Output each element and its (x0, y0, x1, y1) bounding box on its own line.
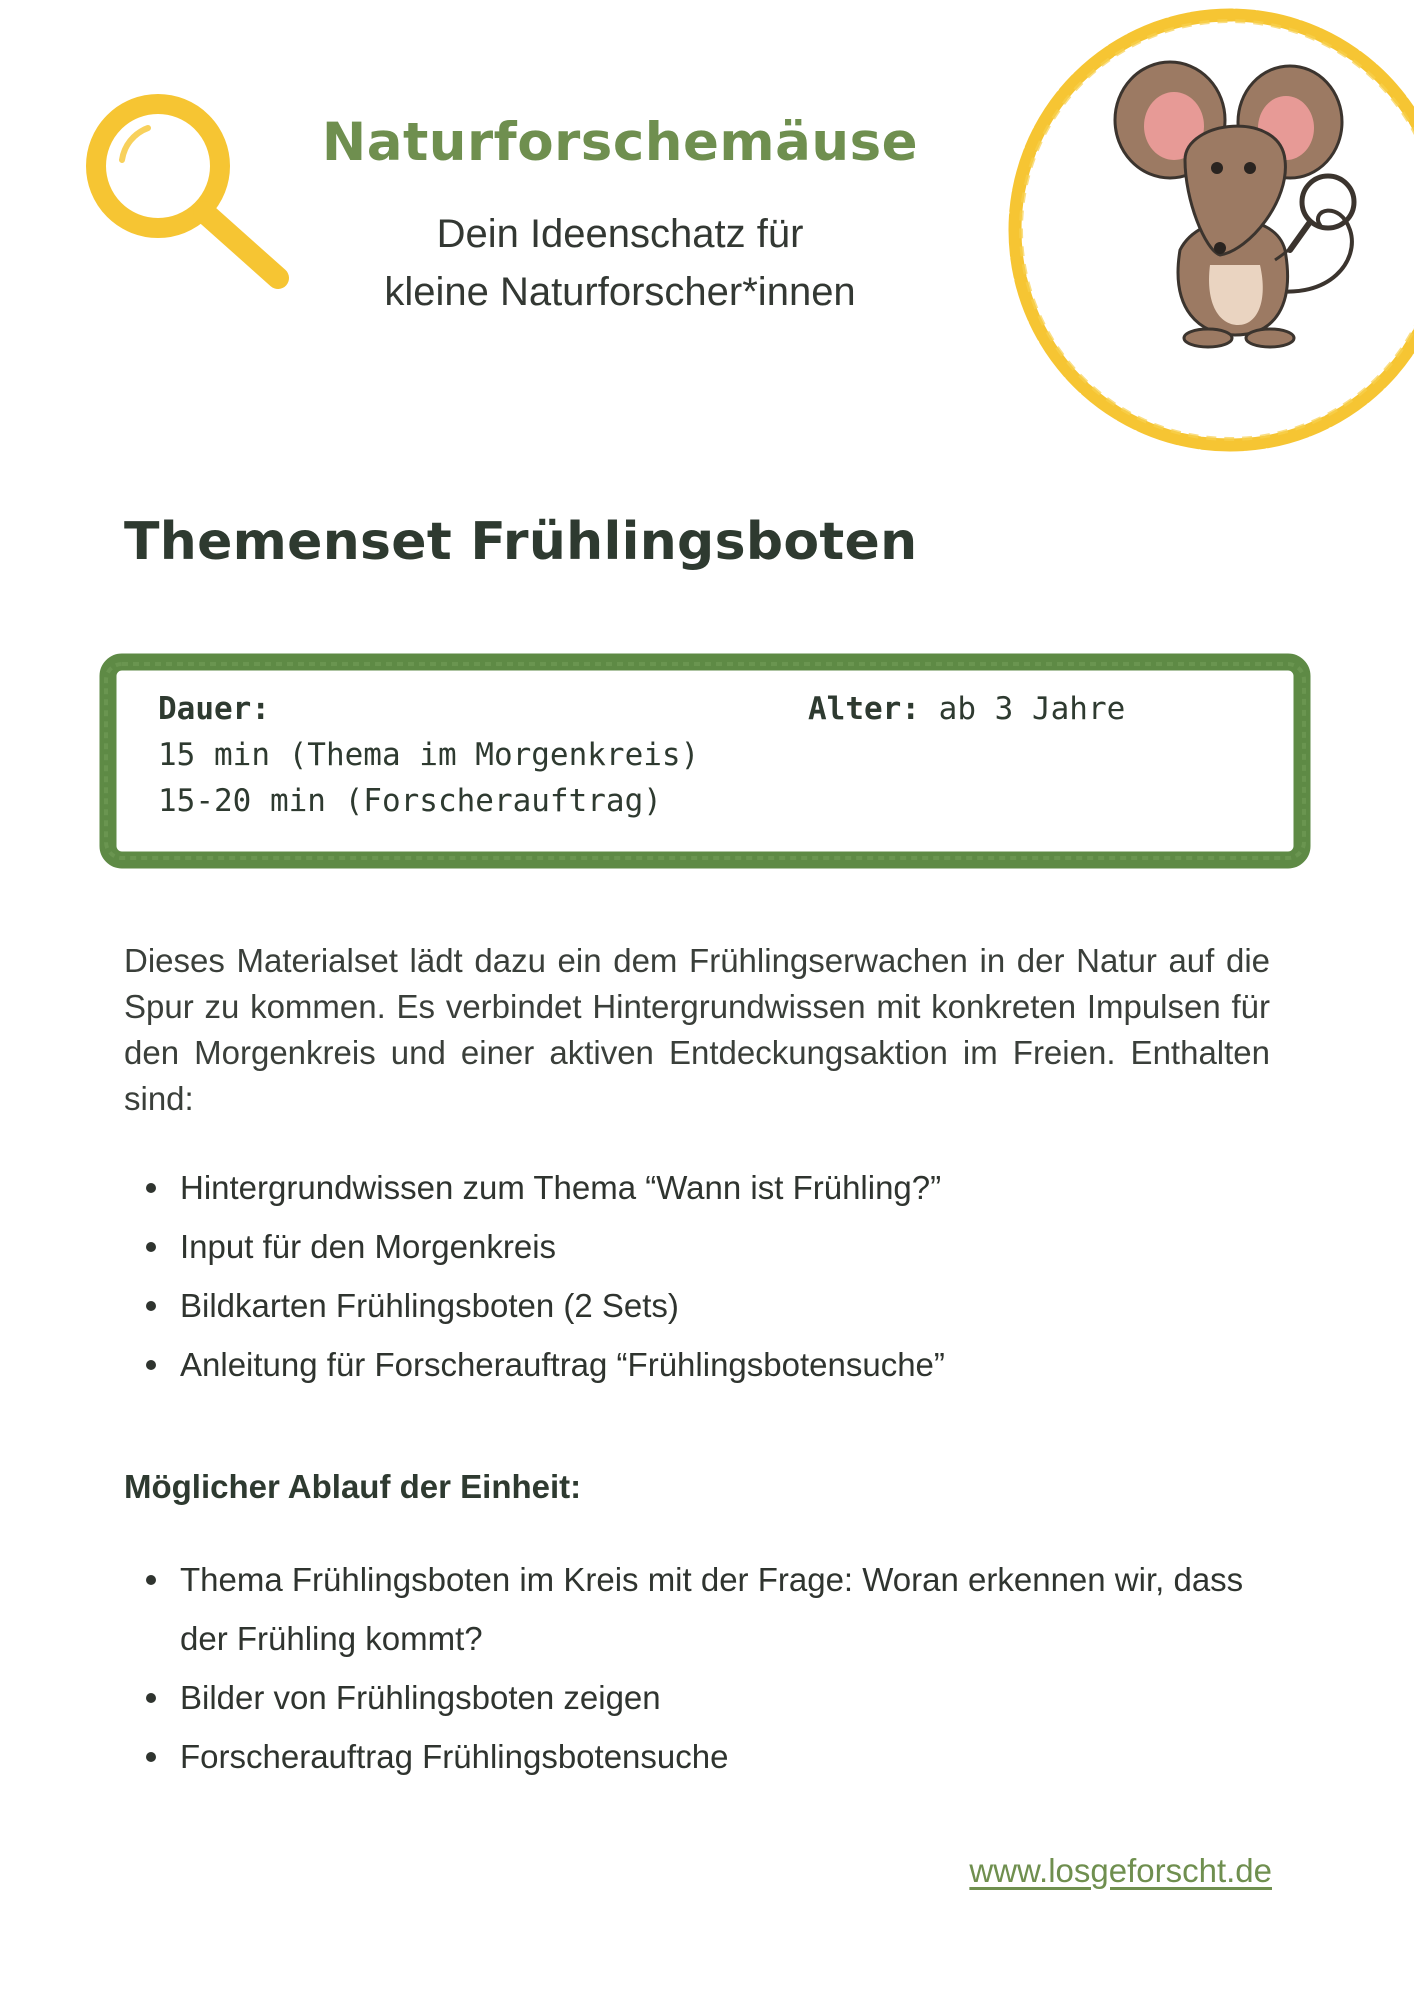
mouse-illustration (1090, 50, 1390, 350)
page-title: Themenset Frühlingsboten (124, 512, 918, 572)
list-item: Anleitung für Forscherauftrag “Frühlingsbotensuche” (124, 1335, 1274, 1394)
brand-subtitle-line2: kleine Naturforscher*innen (384, 270, 856, 314)
dauer-line2: 15-20 min (Forscherauftrag) (158, 783, 662, 819)
ablauf-list (124, 1550, 1274, 1786)
alter-value: ab 3 Jahre (938, 691, 1126, 727)
website-link[interactable]: www.losgeforscht.de (969, 1852, 1272, 1889)
magnifier-icon (78, 86, 298, 296)
list-item: Forscherauftrag Frühlingsbotensuche (124, 1727, 1274, 1786)
dauer-block (158, 686, 699, 824)
dauer-label: Dauer: (158, 691, 270, 727)
intro-paragraph: Dieses Materialset lädt dazu ein dem Frühlingserwachen in der Natur auf die Spur zu kommen. Es verbindet Hintergrundwissen mit konkreten Impulsen für den Morgenkreis und einer aktiven Entdeckungsaktion im Freien. Enthalten sind: (124, 942, 1270, 1117)
dauer-line1: 15 min (Thema im Morgenkreis) (158, 737, 700, 773)
list-item: Input für den Morgenkreis (124, 1217, 1274, 1276)
list-item: Bildkarten Frühlingsboten (2 Sets) (124, 1276, 1274, 1335)
brand-subtitle-line1: Dein Ideenschatz für (436, 212, 804, 256)
list-item: Hintergrundwissen zum Thema “Wann ist Frühling?” (124, 1158, 1274, 1217)
alter-block (808, 686, 1125, 732)
alter-label: Alter: (808, 691, 920, 727)
brand-title: Naturforschemäuse (321, 112, 919, 173)
list-item: Bilder von Frühlingsboten zeigen (124, 1668, 1274, 1727)
list-item: Thema Frühlingsboten im Kreis mit der Frage: Woran erkennen wir, dass der Frühling kommt? (124, 1550, 1274, 1668)
ablauf-heading: Möglicher Ablauf der Einheit: (124, 1468, 582, 1505)
contents-list (124, 1158, 1274, 1394)
brand-subtitle (310, 205, 930, 321)
